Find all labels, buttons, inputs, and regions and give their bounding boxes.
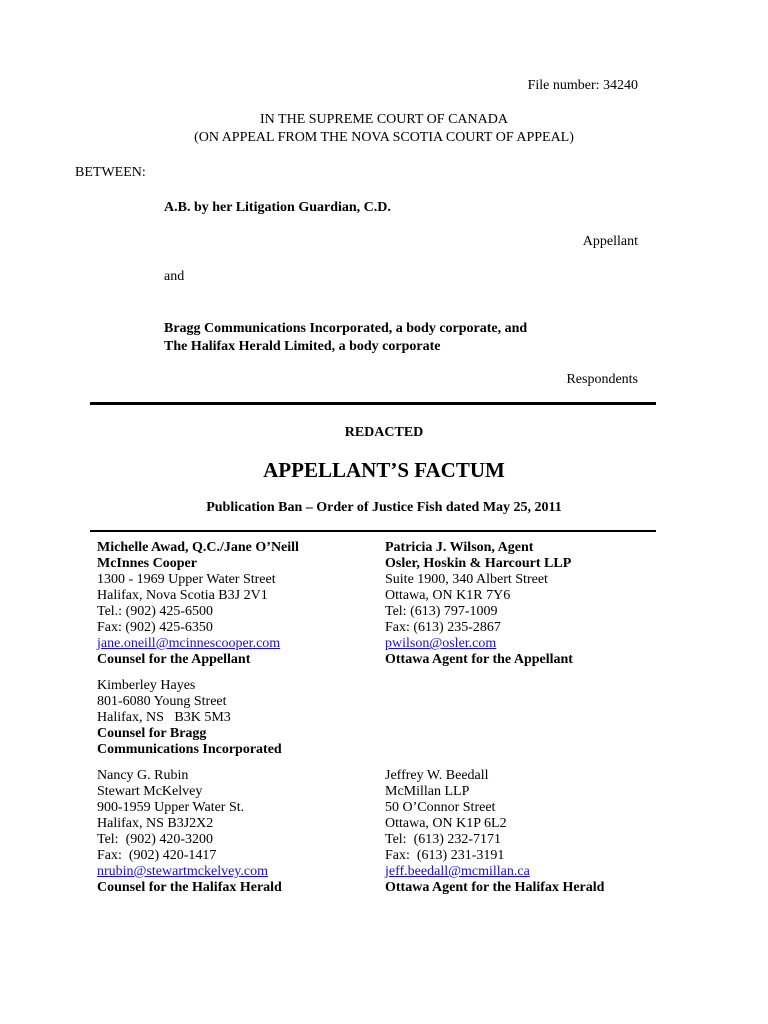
counsel-tel: Tel.: (902) 425-6500 bbox=[97, 604, 214, 619]
counsel-name: Michelle Awad, Q.C./Jane O’Neill bbox=[97, 540, 299, 555]
appellant-role: Appellant bbox=[582, 234, 638, 249]
counsel-address-1: 1300 - 1969 Upper Water Street bbox=[97, 572, 276, 587]
appellant-agent-block bbox=[385, 540, 573, 668]
redacted-label: REDACTED bbox=[344, 425, 424, 440]
divider-thick bbox=[90, 402, 656, 405]
agent-firm: McMillan LLP bbox=[385, 784, 470, 799]
counsel-name: Kimberley Hayes bbox=[97, 678, 196, 693]
appellant-name: A.B. by her Litigation Guardian, C.D. bbox=[164, 200, 391, 215]
respondents-line-1: Bragg Communications Incorporated, a body corporate, and bbox=[164, 321, 528, 336]
counsel-firm: Stewart McKelvey bbox=[97, 784, 203, 799]
agent-role: Ottawa Agent for the Appellant bbox=[385, 652, 573, 667]
counsel-address-2: Halifax, NS B3J2X2 bbox=[97, 816, 214, 831]
agent-fax: Fax: (613) 235-2867 bbox=[385, 620, 501, 635]
file-number: File number: 34240 bbox=[527, 78, 638, 93]
counsel-role-1: Counsel for Bragg bbox=[97, 726, 207, 741]
counsel-email-link[interactable]: nrubin@stewartmckelvey.com bbox=[97, 864, 268, 879]
document-title: APPELLANT’S FACTUM bbox=[263, 458, 505, 482]
agent-tel: Tel: (613) 797-1009 bbox=[385, 604, 498, 619]
counsel-name: Nancy G. Rubin bbox=[97, 768, 189, 783]
agent-name: Patricia J. Wilson, Agent bbox=[385, 540, 534, 555]
counsel-address-1: 801-6080 Young Street bbox=[97, 694, 227, 709]
counsel-tel: Tel: (902) 420-3200 bbox=[97, 832, 214, 847]
counsel-address-2: Halifax, Nova Scotia B3J 2V1 bbox=[97, 588, 268, 603]
agent-email-link[interactable]: pwilson@osler.com bbox=[385, 636, 497, 651]
counsel-email-link[interactable]: jane.oneill@mcinnescooper.com bbox=[97, 636, 281, 651]
agent-fax: Fax: (613) 231-3191 bbox=[385, 848, 505, 863]
between-label: BETWEEN: bbox=[75, 165, 146, 180]
counsel-role-2: Communications Incorporated bbox=[97, 742, 282, 757]
herald-agent-block bbox=[385, 768, 604, 896]
agent-address-1: Suite 1900, 340 Albert Street bbox=[385, 572, 548, 587]
agent-address-2: Ottawa, ON K1P 6L2 bbox=[385, 816, 507, 831]
counsel-fax: Fax: (902) 425-6350 bbox=[97, 620, 213, 635]
counsel-fax: Fax: (902) 420-1417 bbox=[97, 848, 217, 863]
publication-ban: Publication Ban – Order of Justice Fish dated May 25, 2011 bbox=[206, 500, 562, 515]
agent-address-1: 50 O’Connor Street bbox=[385, 800, 496, 815]
agent-address-2: Ottawa, ON K1R 7Y6 bbox=[385, 588, 511, 603]
and-label: and bbox=[164, 269, 185, 284]
agent-email-link[interactable]: jeff.beedall@mcmillan.ca bbox=[385, 864, 530, 879]
court-line-2: (ON APPEAL FROM THE NOVA SCOTIA COURT OF APPEAL) bbox=[194, 130, 574, 145]
agent-role: Ottawa Agent for the Halifax Herald bbox=[385, 880, 605, 895]
court-line-1: IN THE SUPREME COURT OF CANADA bbox=[260, 112, 508, 127]
respondents-line-2: The Halifax Herald Limited, a body corporate bbox=[164, 339, 441, 354]
counsel-address-1: 900-1959 Upper Water St. bbox=[97, 800, 245, 815]
counsel-role: Counsel for the Halifax Herald bbox=[97, 880, 282, 895]
agent-name: Jeffrey W. Beedall bbox=[385, 768, 489, 783]
divider-thin bbox=[90, 530, 656, 532]
respondents-role: Respondents bbox=[566, 372, 638, 387]
appellant-counsel-block bbox=[97, 540, 299, 668]
counsel-firm: McInnes Cooper bbox=[97, 556, 197, 571]
herald-counsel-block bbox=[97, 768, 282, 896]
counsel-address-2: Halifax, NS B3K 5M3 bbox=[97, 710, 231, 725]
bragg-counsel-block bbox=[97, 678, 282, 758]
counsel-role: Counsel for the Appellant bbox=[97, 652, 251, 667]
agent-tel: Tel: (613) 232-7171 bbox=[385, 832, 502, 847]
agent-firm: Osler, Hoskin & Harcourt LLP bbox=[385, 556, 572, 571]
